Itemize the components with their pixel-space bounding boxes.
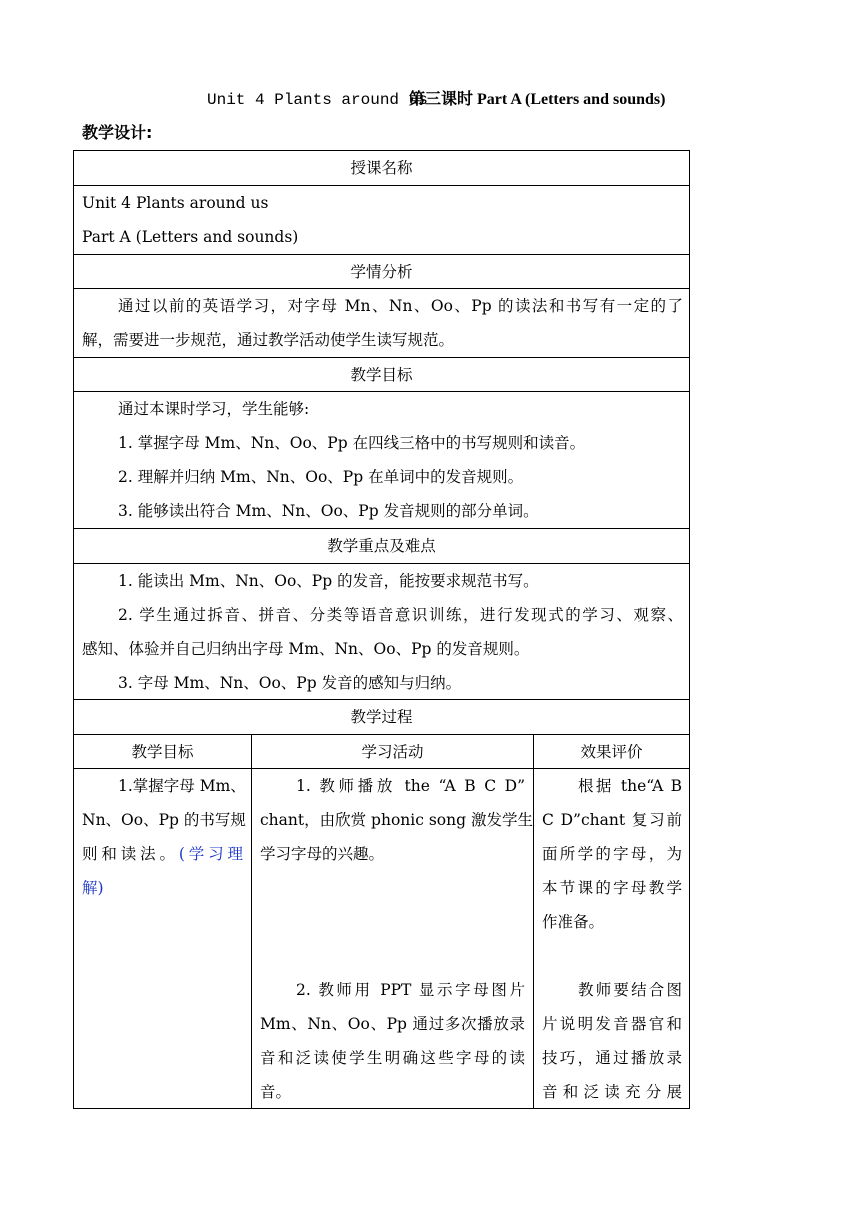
course-name-line: Part A (Letters and sounds) (82, 228, 299, 246)
goals-line: 3. 能够读出符合 Mm、Nn、Oo、Pp 发音规则的部分单词。 (118, 502, 539, 520)
goal-line: 则和读法。(学习理 (82, 845, 243, 863)
activity-cell (252, 769, 533, 1108)
keypoints-line: 感知、体验并自己归纳出字母 Mm、Nn、Oo、Pp 的发音规则。 (82, 640, 530, 658)
process-content-row (73, 768, 690, 1109)
keypoints-header: 教学重点及难点 (327, 537, 436, 555)
course-name-header: 授课名称 (350, 159, 413, 177)
process-header: 教学过程 (350, 708, 413, 726)
column-header-goal: 教学目标 (131, 743, 194, 761)
analysis-line: 通过以前的英语学习，对字母 Mn、Nn、Oo、Pp 的读法和书写有一定的了 (118, 297, 683, 315)
keypoints-line: 2. 学生通过拆音、拼音、分类等语音意识训练，进行发现式的学习、观察、 (118, 606, 683, 624)
goals-line: 2. 理解并归纳 Mm、Nn、Oo、Pp 在单词中的发音规则。 (118, 468, 524, 486)
evaluation-line: 教师要结合图 (578, 981, 682, 999)
evaluation-cell (534, 769, 689, 1108)
activity-line: 音和泛读使学生明确这些字母的读 (260, 1049, 525, 1067)
goal-line: 1.掌握字母 Mm、 (118, 777, 246, 795)
activity-line: 音。 (260, 1083, 292, 1101)
activity-line: 1. 教师播放 the “A B C D” (296, 777, 525, 795)
keypoints-line: 1. 能读出 Mm、Nn、Oo、Pp 的发音，能按要求规范书写。 (118, 572, 539, 590)
document-title (0, 89, 860, 113)
analysis-header-row (73, 254, 690, 288)
activity-line: chant，由欣赏 phonic song 激发学生 (260, 811, 533, 829)
keypoints-header-row (73, 528, 690, 563)
goal-tag: (学习理 (178, 845, 243, 863)
analysis-row (73, 288, 690, 357)
course-name-line: Unit 4 Plants around us (82, 194, 269, 212)
title-unit: Unit 4 Plants around us (207, 91, 428, 109)
column-header-evaluation: 效果评价 (580, 743, 643, 761)
evaluation-line: C D”chant 复习前 (542, 811, 682, 829)
evaluation-line: 音和泛读充分展 (542, 1083, 682, 1101)
evaluation-line: 作准备。 (542, 913, 605, 931)
title-part: 第三课时 Part A (Letters and sounds) (409, 91, 666, 108)
process-columns-row (73, 734, 690, 768)
keypoints-row (73, 563, 690, 699)
evaluation-line: 片说明发音器官和 (542, 1015, 682, 1033)
evaluation-line: 技巧，通过播放录 (542, 1049, 682, 1067)
goals-header-row (73, 357, 690, 391)
goal-tag-end: 解) (82, 879, 104, 897)
course-name-header-row (73, 150, 690, 185)
evaluation-line: 面所学的字母，为 (542, 845, 682, 863)
activity-line: 2. 教师用 PPT 显示字母图片 (296, 981, 525, 999)
analysis-line: 解，需要进一步规范，通过教学活动使学生读写规范。 (82, 331, 455, 349)
activity-line: 学习字母的兴趣。 (260, 845, 385, 863)
process-header-row (73, 699, 690, 734)
goals-line: 通过本课时学习，学生能够: (118, 400, 310, 418)
column-header-activity: 学习活动 (361, 743, 424, 761)
goals-header: 教学目标 (350, 366, 413, 384)
analysis-header: 学情分析 (350, 263, 413, 281)
goal-cell (74, 769, 251, 1108)
goal-line: Nn、Oo、Pp 的书写规 (82, 811, 246, 829)
course-name-row (73, 185, 690, 254)
evaluation-line: 本节课的字母教学 (542, 879, 682, 897)
goals-line: 1. 掌握字母 Mm、Nn、Oo、Pp 在四线三格中的书写规则和读音。 (118, 434, 586, 452)
section-subheading: 教学设计: (82, 123, 153, 142)
keypoints-line: 3. 字母 Mm、Nn、Oo、Pp 发音的感知与归纳。 (118, 674, 462, 692)
goals-row (73, 391, 690, 528)
evaluation-line: 根据 the“A B (578, 777, 682, 795)
activity-line: Mm、Nn、Oo、Pp 通过多次播放录 (260, 1015, 525, 1033)
